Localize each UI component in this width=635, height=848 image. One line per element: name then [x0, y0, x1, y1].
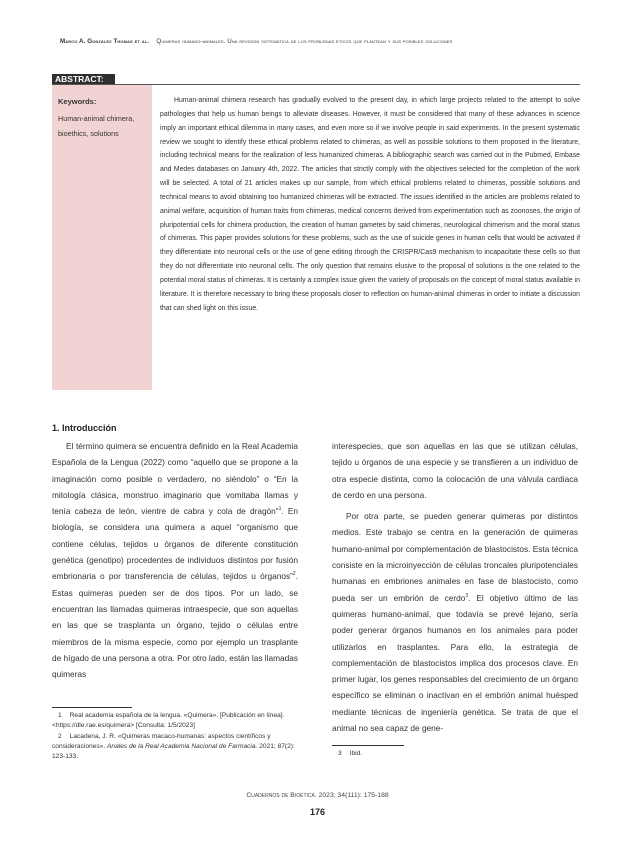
page-number: 176	[309, 807, 326, 817]
footnote-3	[332, 749, 572, 759]
intro-text-c: . Estas quimeras pueden ser de dos tipos. Por un lado, se encuentran las llamadas quimeras intraespecie, que son aquellas en las que se trasplanta un órgano, tejido o células entre miembros de la misma especie, como por ejemplo un trasplante de hígado de una persona a otra. Por otro lado, están las llamadas quimeras	[52, 571, 298, 680]
keywords-list: Human-animal chimera, bioethics, solutions	[58, 114, 135, 138]
footnotes-left	[52, 711, 300, 763]
intro-paragraph-1	[52, 438, 298, 682]
p2-text-b: . El objetivo último de las quimeras humano-animal, que todavía se prevé lejano, sería poder generar órganos humanos en los animales para poder utilizarlos en trasplantes. Para ello, la estrategia de complementación de blastocistos implica dos procesos clave. En primer lugar, los genes responsables del crecimiento de un órgano específico se eliminan o inactivan en el embrión animal huésped mediante técnicas de ingeniería genética. Se trata de que el animal no sea capaz de gene-	[332, 592, 578, 734]
footnote-divider-left	[52, 707, 132, 708]
footnote-ref-3[interactable]: 3	[465, 592, 469, 599]
footnote-3-number: 3	[338, 750, 342, 757]
abstract-text: Human-animal chimera research has gradually evolved to the present day, in which large projects related to the attempt to solve pathologies that help us human beings to alleviate diseases. However, it must be considered that many of these advances in science imply an important ethical dilemma in many cases, and even more so if we involve people in said experiments. In the present systematic review we sought to identify these ethical problems related to chimeras, as well as possible solutions to them proposed in the literature, including technical means for the realization of less humanized chimeras. A bibliographic search was carried out in the Pubmed, Embase and Medes databases on January 4th, 2022. The articles that strictly comply with the objectives selected for the completion of the work will be selected. A total of 21 articles makes up our sample, from which ethical problems related to chimeras, possible solutions and technical means to avoid obtaining too humanized chimeras will be extracted. The issues identified in the articles are problems related to animal welfare, acquisition of human traits from chimeras, medical concerns derived from experimentation such as zoonoses, the origin of pluripotential cells for chimera production, the creation of human gametes by said chimeras, neurological chimerism and the moral status of chimeras. This paper provides solutions for these problems, such as the use of suicide genes in human cells that would be activated if they differentiate into neuronal cells or the use of gene editing through the CRISPR/Cas9 mechanism to incapacitate these cells so that they do not differentiate into neuronal cells. The only question that remains elusive to the proposal of solutions is the one related to the potential moral status of chimeras. It is certainly a complex issue given the variety of proposals on the concept of moral status available in literature. It is therefore necessary to bring these proposals closer to reflection on human-animal chimeras in order to initiate a discussion that can shed light on this issue.	[160, 97, 580, 312]
footnote-ref-1[interactable]: 1	[278, 506, 282, 513]
footnote-ref-2[interactable]: 2	[292, 571, 296, 578]
footnote-2-number: 2	[58, 733, 62, 740]
footnote-divider-right	[332, 745, 404, 746]
footnote-1-text: Real academia española de la lengua. «Quimera». [Publicación en línea]. <https://dle.rae.es/quimera> [Consulta: 1/5/2023]	[52, 712, 285, 729]
abstract-label: ABSTRACT:	[52, 74, 115, 85]
footnote-2-text-a: Lacadena, J. R. «Quimeras macaco-humanas: aspectos científicos y consideraciones».	[52, 733, 271, 750]
left-column	[52, 422, 298, 682]
intro-paragraph-1-cont: interespecies, que son aquellas en las que se utilizan células, tejido u órganos de una especie y se transfieren a un individuo de otra especie distinta, como la colocación de una válvula cardiaca de cerdo en una persona.	[332, 441, 578, 500]
section-title: 1. Introducción	[52, 423, 117, 433]
p2-text-a: Por otra parte, se pueden generar quimeras por distintos medios. Este trabajo se centra en la generación de quimeras humano-animal por complementación de blastocistos. Esta técnica consiste en la microinyección de células troncales pluripotenciales humanas en embriones animales en fase de blastocisto, como pueda ser un embrión de cerdo	[332, 511, 578, 603]
header-title: Quimeras humano-animales. Una revisión sistemática de los problemas éticos que plantean y sus posibles soluciones	[156, 38, 453, 45]
intro-text-b: . En biología, se considera una quimera a aquel “organismo que contiene células, tejidos u órganos de diferente constitución genética (genotipo) procedentes de individuos distintos por fusión embrionaria o por transferencia de células, tejidos u órganos”	[52, 506, 299, 582]
footnote-3-text: Ibid.	[349, 750, 363, 757]
footnote-2-text-b: 2021; 87(2): 123-133.	[52, 743, 295, 760]
footnote-2	[52, 732, 300, 762]
footnote-2-journal: Anales de la Real Academia Nacional de Farmacia.	[107, 743, 258, 750]
running-header	[60, 38, 580, 45]
intro-paragraph-2	[332, 508, 578, 736]
header-author: Marco A. González Thomas et al.	[60, 38, 150, 45]
footnotes-right	[332, 749, 572, 760]
footnote-1-number: 1	[58, 712, 62, 719]
keywords-title: Keywords:	[58, 97, 97, 106]
right-column	[332, 438, 578, 736]
journal-footer: Cuadernos de Bioética. 2023; 34(111): 175-188	[246, 792, 389, 799]
footnote-1	[52, 711, 300, 731]
intro-text-a: El término quimera se encuentra definido en la Real Academia Española de la Lengua (2022) como “aquello que se propone a la imaginación como posible o verdadero, no siéndolo” o “En la mitología clásica, monstruo imaginario que vomitaba llamas y tenía cabeza de león, vientre de cabra y cola de dragón”	[52, 441, 298, 517]
